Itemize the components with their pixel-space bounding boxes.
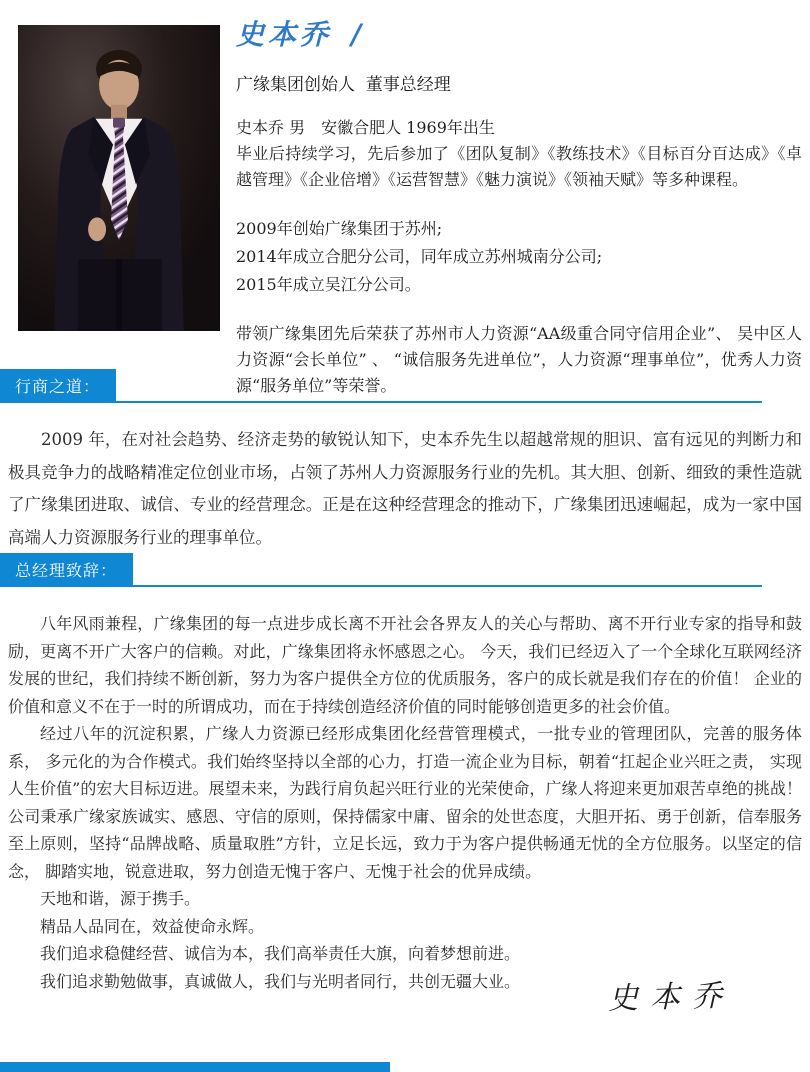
section-heading-business-way: 行商之道： xyxy=(0,369,116,401)
gm-speech-paragraph: 八年风雨兼程，广缘集团的每一点进步成长离不开社会各界友人的关心与帮助、离不开行业专家的指导和鼓励，更离不开广大客户的信赖。对此，广缘集团将永怀感恩之心。 今天，我们已经迈入了一个全球化互联网经济发展的世纪，我们持续不断创新，努力为客户提供全方位的优质服务，客户的成长就是我们存在的价值！ 企业的价值和意义不在于一时的所谓成功，而在于持续创造经济价值的同时能够创造更多的社会价值。 xyxy=(8,614,802,716)
business-way-paragraph: 2009 年，在对社会趋势、经济走势的敏锐认知下，史本乔先生以超越常规的胆识、富有远见的判断力和极具竞争力的战略精准定位创业市场，占领了苏州人力资源服务行业的先机。其大胆、创新、细致的秉性造就了广缘集团进取、诚信、专业的经营理念。正是在这种经营理念的推动下，广缘集团迅速崛起，成为一家中国高端人力资源服务行业的理事单位。 xyxy=(8,430,802,547)
bio-basic-info: 史本乔 男 安徽合肥人 1969年出生 xyxy=(236,118,495,137)
bio-education: 毕业后持续学习，先后参加了《团队复制》《教练技术》《目标百分百达成》《卓越管理》《企业倍增》《运营智慧》《魅力演说》《领袖天赋》等多种课程。 xyxy=(236,144,802,189)
section-body-gm-speech xyxy=(8,610,802,995)
gm-speech-motto: 天地和谐，源于携手。 xyxy=(40,889,201,908)
bottom-accent-bar xyxy=(0,1062,390,1072)
section-header-business-way xyxy=(0,369,762,403)
gm-speech-motto: 精品人品同在，效益使命永辉。 xyxy=(40,916,265,936)
portrait-photo xyxy=(18,25,220,331)
portrait-photo-illustration xyxy=(18,25,220,331)
bio-milestone: 2014年成立合肥分公司，同年成立苏州城南分公司; xyxy=(236,247,603,266)
profile-name-row xyxy=(236,18,802,52)
profile-info xyxy=(236,18,802,399)
section-heading-gm-speech: 总经理致辞： xyxy=(0,553,133,585)
section-header-gm-speech xyxy=(0,553,762,587)
profile-title: 广缘集团创始人 董事总经理 xyxy=(236,75,451,95)
profile-bio xyxy=(236,115,802,399)
gm-speech-motto: 我们追求勤勉做事，真诚做人，我们与光明者同行，共创无疆大业。 xyxy=(40,971,521,991)
gm-speech-paragraph: 经过八年的沉淀积累，广缘人力资源已经形成集团化经营管理模式，一批专业的管理团队，完善的服务体系， 多元化的为合作模式。我们始终坚持以全部的心力，打造一流企业为目标，朝着“扛起企业兴旺之责， 实现人生价值”的宏大目标迈进。展望未来，为践行肩负起兴旺行业的光荣使命，广缘人将迎来更加艰苦卓绝的挑战！ 公司秉承广缘家族诚实、感恩、守信的原则，保持儒家中庸、留余的处世态度，大胆开拓、勇于创新，信奉服务至上原则，坚持“品牌战略、质量取胜”方针，立足长远，致力于为客户提供畅通无忧的全方位服务。以坚定的信念， 脚踏实地，锐意进取，努力创造无愧于客户、无愧于社会的优异成绩。 xyxy=(8,724,802,881)
bio-milestone: 2009年创始广缘集团于苏州; xyxy=(236,219,443,238)
name-slash-decoration: / xyxy=(350,18,362,51)
profile-name: 史本乔 xyxy=(236,18,333,51)
bio-honors: 带领广缘集团先后荣获了苏州市人力资源“AA级重合同守信用企业”、 吴中区人力资源“会长单位” 、 “诚信服务先进单位”，人力资源“理事单位”，优秀人力资源“服务单位”等荣誉。 xyxy=(236,324,802,395)
bio-milestone: 2015年成立吴江分公司。 xyxy=(236,275,421,294)
signature: 史本乔 xyxy=(607,978,735,1017)
gm-speech-motto: 我们追求稳健经营、诚信为本，我们高举责任大旗，向着梦想前进。 xyxy=(40,944,521,963)
section-body-business-way xyxy=(8,424,802,554)
